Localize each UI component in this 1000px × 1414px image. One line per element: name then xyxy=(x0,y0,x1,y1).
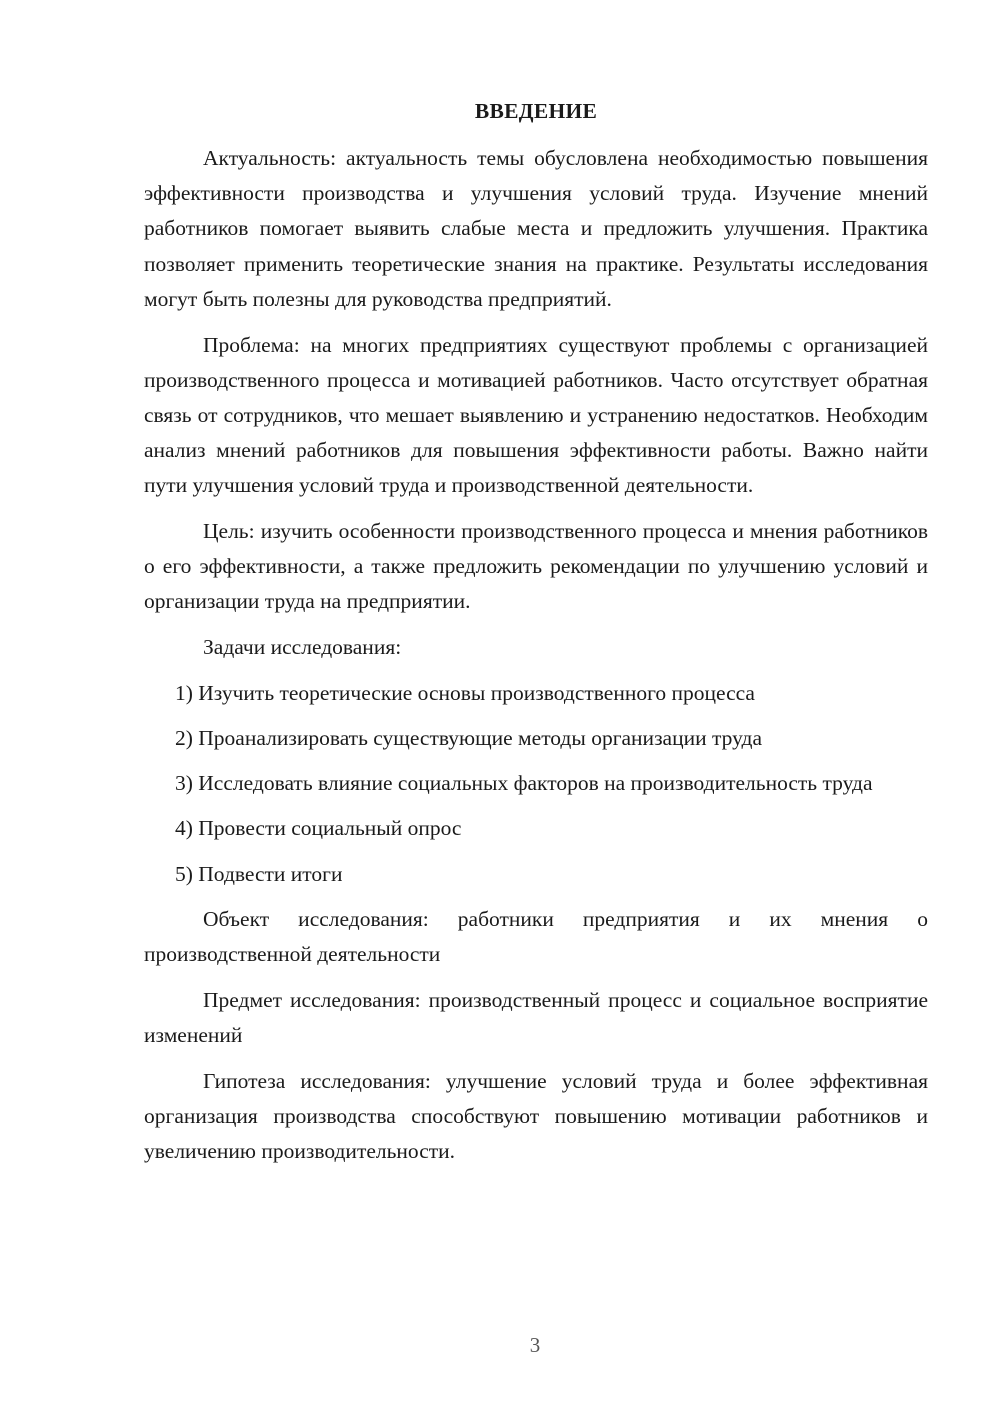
task-item-3: 3) Исследовать влияние социальных факторов на производительность труда xyxy=(175,771,873,796)
document-body xyxy=(144,94,928,1180)
paragraph-subject: Предмет исследования: производственный процесс и социальное восприятие изменений xyxy=(144,987,928,1047)
paragraph-hypothesis: Гипотеза исследования: улучшение условий труда и более эффективная организация производства способствуют повышению мотивации работников и увеличению производительности. xyxy=(144,1068,928,1164)
task-item-4: 4) Провести социальный опрос xyxy=(175,816,462,841)
task-item-1: 1) Изучить теоретические основы производственного процесса xyxy=(175,680,755,705)
paragraph-relevance: Актуальность: актуальность темы обусловлена необходимостью повышения эффективности производства и улучшения условий труда. Изучение мнений работников помогает выявить слабые места и предложить улучшения. Практика позволяет применить теоретические знания на практике. Результаты исследования могут быть полезны для руководства предприятий. xyxy=(144,146,928,311)
paragraph-tasks-heading: Задачи исследования: xyxy=(203,635,402,660)
paragraph-problem: Проблема: на многих предприятиях существуют проблемы с организацией производственного процесса и мотивацией работников. Часто отсутствует обратная связь от сотрудников, что мешает выявлению и устранению недостатков. Необходим анализ мнений работников для повышения эффективности работы. Важно найти пути улучшения условий труда и производственной деятельности. xyxy=(144,332,928,498)
paragraph-goal: Цель: изучить особенности производственного процесса и мнения работников о его эффективности, а также предложить рекомендации по улучшению условий и организации труда на предприятии. xyxy=(144,519,928,614)
section-title: ВВЕДЕНИЕ xyxy=(474,99,598,123)
paragraph-object: Объект исследования: работники предприятия и их мнения о производственной деятельности xyxy=(144,906,928,967)
page-number: 3 xyxy=(529,1333,541,1357)
task-item-5: 5) Подвести итоги xyxy=(175,861,343,886)
task-item-2: 2) Проанализировать существующие методы организации труда xyxy=(175,726,762,751)
